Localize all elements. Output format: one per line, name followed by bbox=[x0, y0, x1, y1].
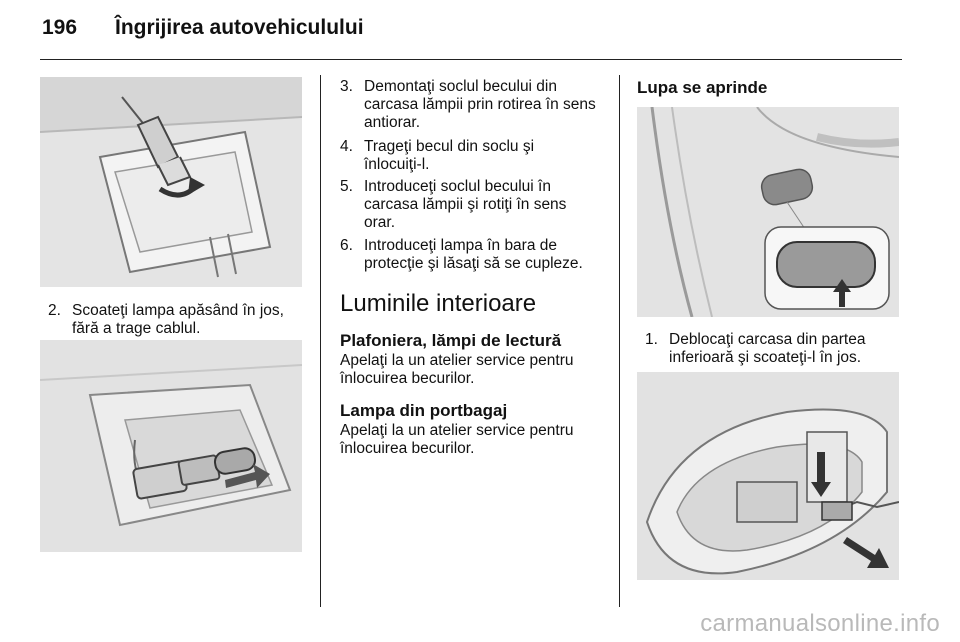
step-2-line: Scoateţi lampa apăsând în jos, bbox=[72, 302, 284, 319]
figure-lamp-removal-illustration bbox=[40, 77, 302, 287]
step-5-number: 5. bbox=[340, 178, 353, 195]
step-6-line: protecţie şi lăsaţi să se cupleze. bbox=[364, 255, 583, 272]
watermark: carmanualsonline.info bbox=[700, 610, 940, 637]
figure-vanity-lamp-illustration bbox=[637, 107, 899, 317]
paragraph-line: înlocuirea becurilor. bbox=[340, 440, 475, 457]
paragraph-line: Apelaţi la un atelier service pentru bbox=[340, 422, 574, 439]
step-6-line: Introduceţi lampa în bara de bbox=[364, 237, 558, 254]
step-6-number: 6. bbox=[340, 237, 353, 254]
step-3-line: carcasa lămpii prin rotirea în sens bbox=[364, 96, 596, 113]
subsection-title-trunk-lamp: Lampa din portbagaj bbox=[340, 401, 508, 420]
step-4-line: înlocuiţi-l. bbox=[364, 156, 430, 173]
step-3-line: Demontaţi soclul becului din bbox=[364, 78, 557, 95]
step-1-line: Deblocaţi carcasa din partea bbox=[669, 331, 866, 348]
figure-bulb-socket bbox=[40, 340, 302, 552]
step-2-line: fără a trage cablul. bbox=[72, 320, 201, 337]
step-5-line: carcasa lămpii şi rotiţi în sens bbox=[364, 196, 567, 213]
step-6-text bbox=[364, 237, 583, 273]
step-4-number: 4. bbox=[340, 138, 353, 155]
subsection-title-dome-lights: Plafoniera, lămpi de lectură bbox=[340, 331, 562, 350]
step-2-number: 2. bbox=[48, 302, 61, 319]
page-number: 196 bbox=[42, 16, 78, 39]
figure-lamp-removal bbox=[40, 77, 302, 287]
column-divider-1 bbox=[320, 75, 321, 607]
section-title: Luminile interioare bbox=[340, 290, 537, 317]
step-5-text bbox=[364, 178, 566, 232]
figure-housing-removal bbox=[637, 372, 899, 580]
step-4-text bbox=[364, 138, 534, 174]
figure-vanity-lamp bbox=[637, 107, 899, 317]
paragraph-trunk-lamp bbox=[340, 422, 615, 458]
paragraph-line: înlocuirea becurilor. bbox=[340, 370, 475, 387]
step-5-line: orar. bbox=[364, 214, 396, 231]
figure-housing-removal-illustration bbox=[637, 372, 899, 580]
step-2-text bbox=[72, 302, 284, 338]
step-3-line: antiorar. bbox=[364, 114, 421, 131]
header-rule bbox=[40, 59, 902, 60]
step-3-number: 3. bbox=[340, 78, 353, 95]
paragraph-line: Apelaţi la un atelier service pentru bbox=[340, 352, 574, 369]
step-5-line: Introduceţi soclul becului în bbox=[364, 178, 551, 195]
figure-bulb-socket-illustration bbox=[40, 340, 302, 552]
step-1-number: 1. bbox=[645, 331, 658, 348]
paragraph-dome-lights bbox=[340, 352, 615, 388]
step-1-text bbox=[669, 331, 865, 367]
step-4-line: Trageţi becul din soclu şi bbox=[364, 138, 535, 155]
step-1-line: inferioară şi scoateţi-l în jos. bbox=[669, 349, 862, 366]
subsection-title-mirror-lamp: Lupa se aprinde bbox=[637, 78, 768, 97]
step-3-text bbox=[364, 78, 596, 132]
column-divider-2 bbox=[619, 75, 620, 607]
page-title: Îngrijirea autovehiculului bbox=[115, 16, 364, 39]
